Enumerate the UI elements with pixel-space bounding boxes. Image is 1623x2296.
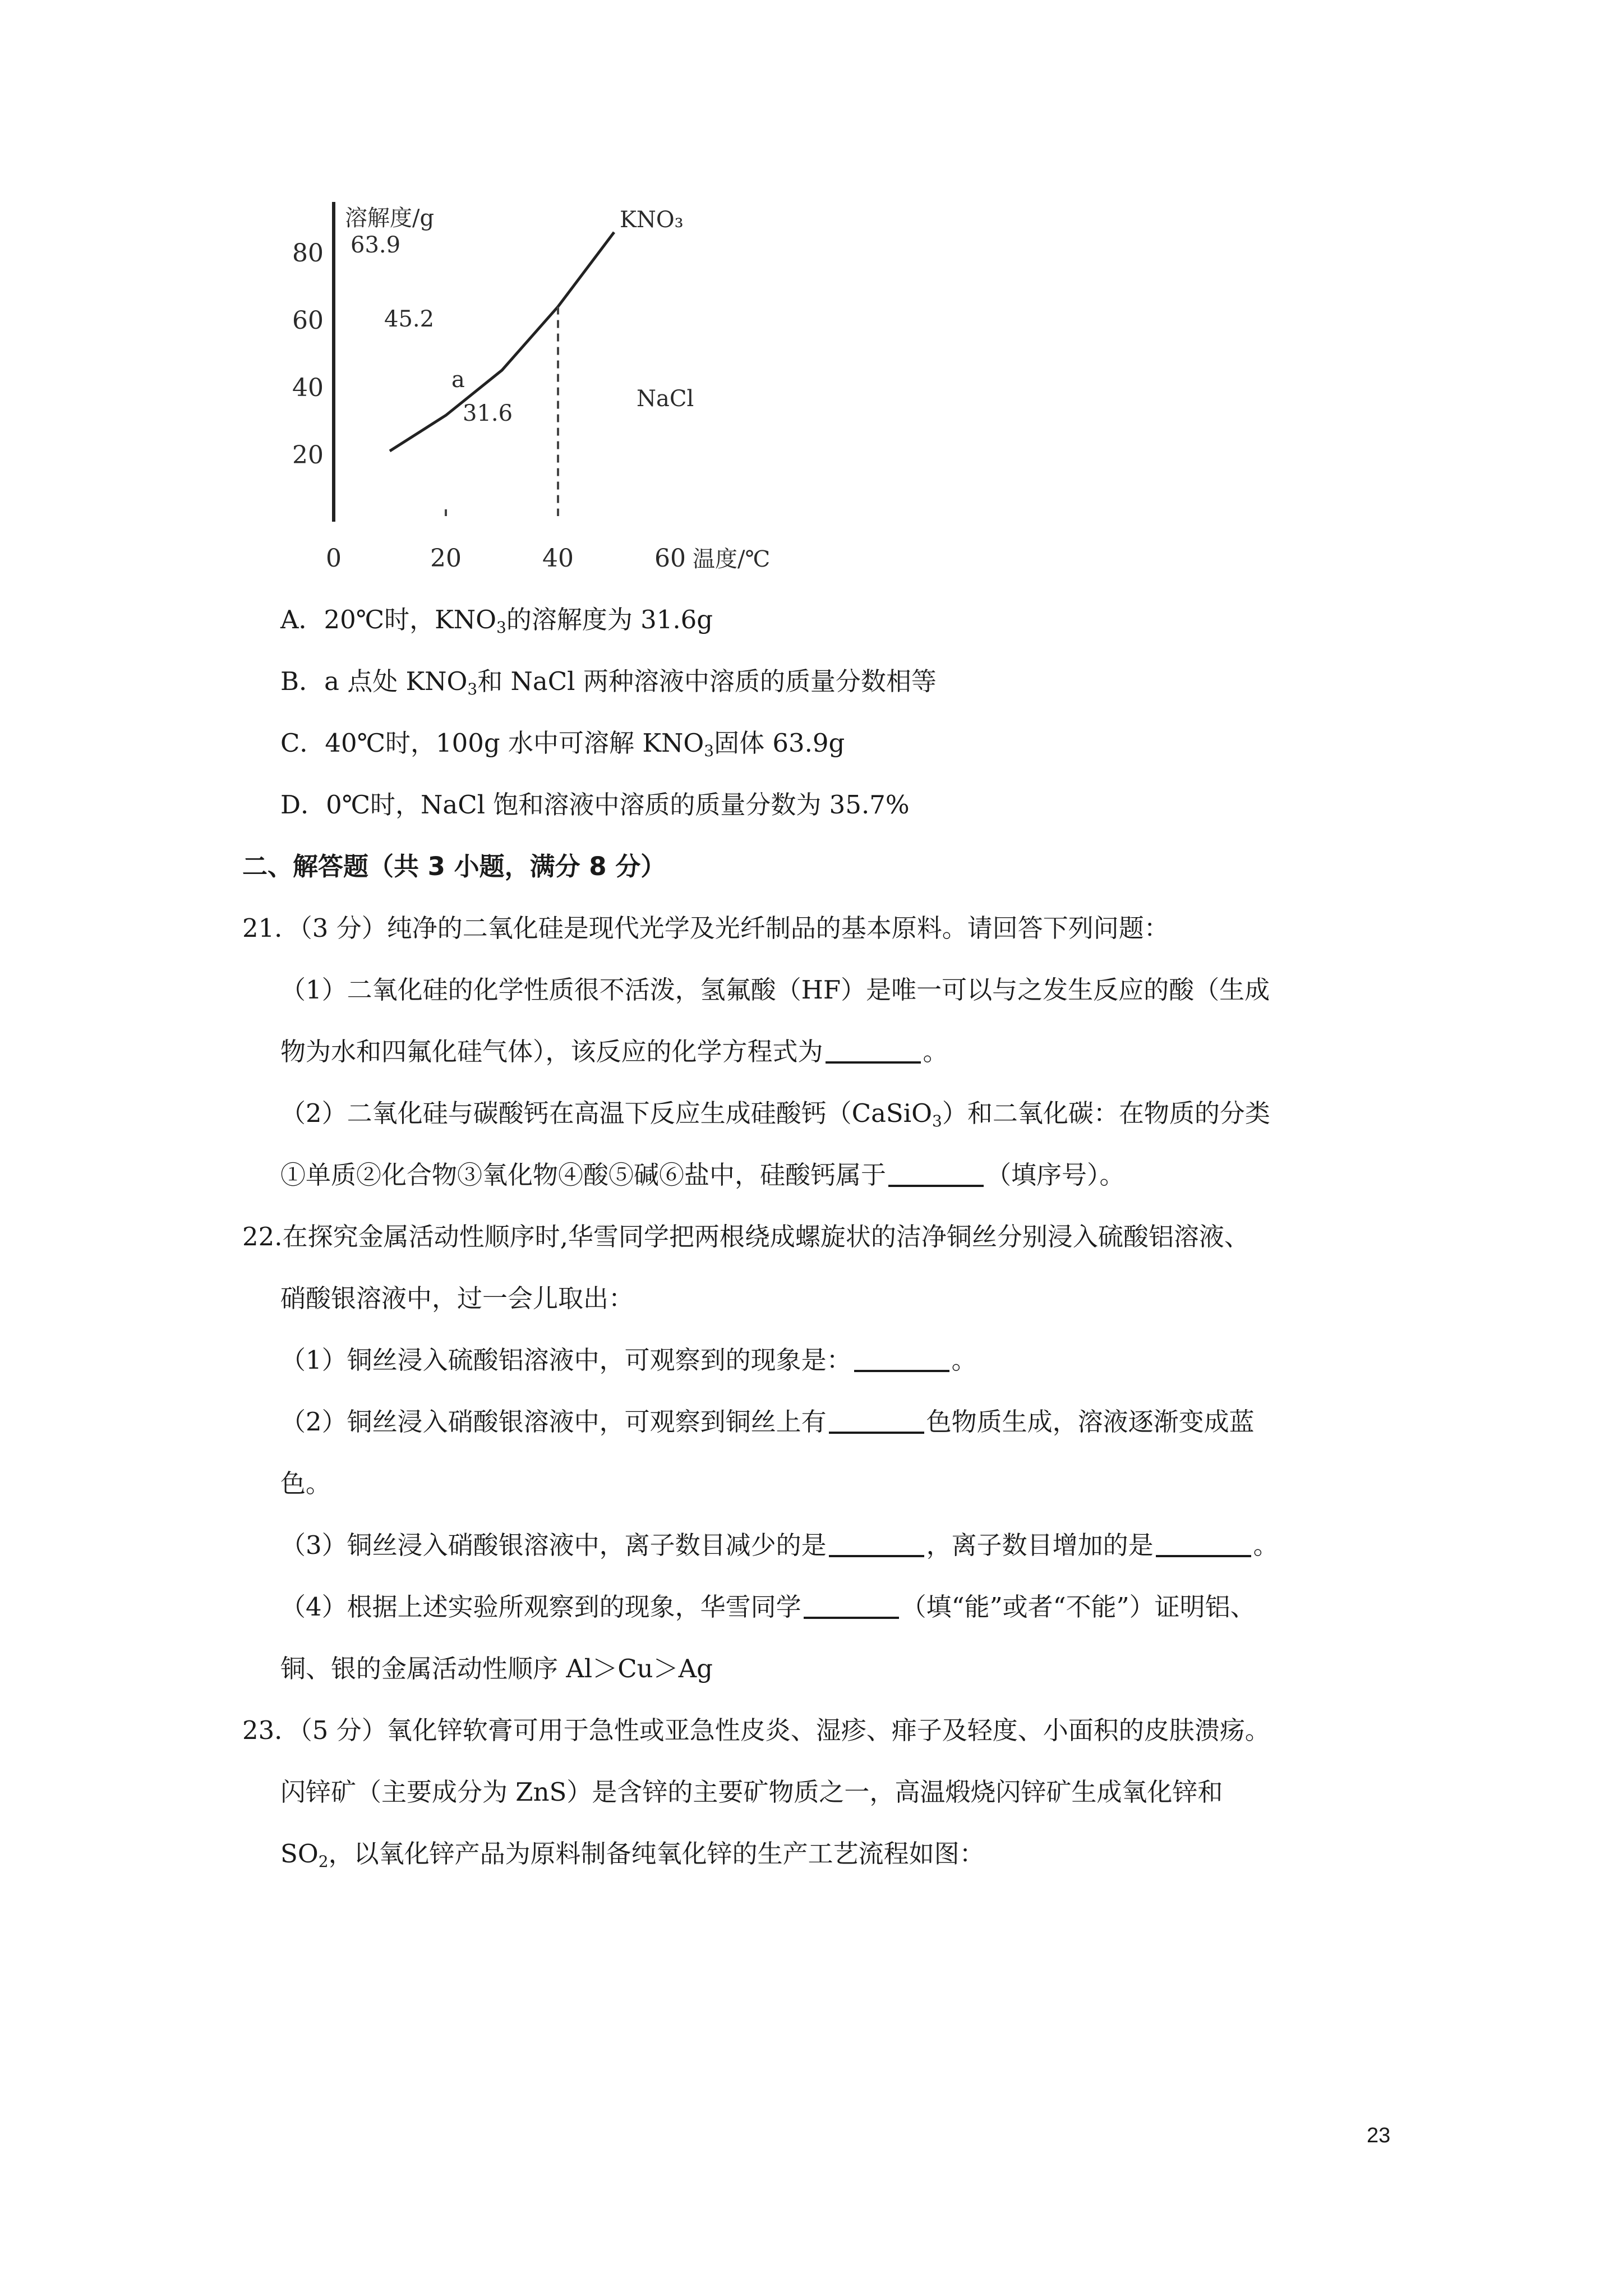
q22-part3: （3）铜丝浸入硝酸银溶液中，离子数目减少的是 ，离子数目增加的是 。: [280, 1530, 1279, 1560]
solubility-chart: [280, 191, 771, 573]
option-d: D．0℃时，NaCl 饱和溶液中溶质的质量分数为 35.7%: [280, 790, 910, 820]
q22-part4: （4）根据上述实验所观察到的现象，华雪同学 （填“能”或者“不能”）证明铝、: [280, 1592, 1256, 1622]
q21-part1-line2: 物为水和四氟化硅气体），该反应的化学方程式为 。: [280, 1037, 948, 1066]
answer-blank[interactable]: [804, 1617, 899, 1619]
chart-annotation: 45.2: [384, 306, 435, 332]
q22-part2-cont: 色。: [280, 1469, 331, 1498]
q23-line3: $SO_2$，以氧化锌产品为原料制备纯氧化锌的生产工艺流程如图：: [280, 1839, 985, 1871]
x-tick-label: 20: [430, 544, 462, 573]
page-number: 23: [1367, 2124, 1391, 2147]
y-tick-label: 60: [292, 306, 324, 335]
q21-part2-line1: （2）二氧化硅与碳酸钙在高温下反应生成硅酸钙（CaSiO$_3$）和二氧化碳：在物质的分类: [280, 1098, 1270, 1130]
chart-curves: [390, 232, 614, 516]
q21-stem: 21．（3 分）纯净的二氧化硅是现代光学及光纤制品的基本原料。请回答下列问题：: [242, 913, 1169, 943]
kno3-series-label: KNO₃: [620, 207, 684, 233]
q21-part2-line2: ①单质②化合物③氧化物④酸⑤碱⑥盐中，硅酸钙属于 （填序号）。: [280, 1160, 1125, 1190]
answer-blank[interactable]: [854, 1370, 949, 1372]
x-tick-label: 0: [326, 544, 342, 573]
q22-part1: （1）铜丝浸入硫酸铝溶液中，可观察到的现象是： 。: [280, 1345, 977, 1375]
q22-part4-cont: 铜、银的金属活动性顺序 Al＞Cu＞Ag: [280, 1654, 713, 1683]
q22-stem-line1: 22.在探究金属活动性顺序时,华雪同学把两根绕成螺旋状的洁净铜丝分别浸入硫酸铝溶液、: [242, 1222, 1249, 1251]
chart-annotation: 63.9: [351, 232, 401, 258]
answer-blank[interactable]: [888, 1185, 984, 1187]
option-a: A．20℃时，$KNO_3$的溶解度为 31.6g: [280, 605, 713, 637]
x-axis-label: 温度/℃: [693, 546, 771, 572]
y-axis-label: 溶解度/g: [345, 205, 435, 231]
q21-part1-line1: （1）二氧化硅的化学性质很不活泼，氢氟酸（HF）是唯一可以与之发生反应的酸（生成: [280, 975, 1270, 1005]
answer-blank[interactable]: [829, 1432, 924, 1434]
x-tick-label: 60: [654, 544, 686, 573]
option-b: B．a 点处 $KNO_3$和 NaCl 两种溶液中溶质的质量分数相等: [280, 666, 937, 698]
answer-blank[interactable]: [826, 1061, 921, 1064]
q22-part2: （2）铜丝浸入硝酸银溶液中，可观察到铜丝上有 色物质生成，溶液逐渐变成蓝: [280, 1407, 1255, 1437]
y-tick-label: 80: [292, 239, 324, 268]
chart-annotation: 31.6: [463, 401, 513, 426]
chart-annotation: a: [451, 367, 465, 393]
answer-blank[interactable]: [829, 1555, 924, 1557]
answer-blank[interactable]: [1156, 1555, 1251, 1557]
y-tick-label: 20: [292, 441, 324, 470]
nacl-series-label: NaCl: [637, 386, 694, 412]
q23-line2: 闪锌矿（主要成分为 ZnS）是含锌的主要矿物质之一，高温煅烧闪锌矿生成氧化锌和: [280, 1777, 1223, 1807]
q23-line1: 23．（5 分）氧化锌软膏可用于急性或亚急性皮炎、湿疹、痱子及轻度、小面积的皮肤溃疡。: [242, 1715, 1270, 1745]
x-tick-label: 40: [542, 544, 574, 573]
q22-stem-line2: 硝酸银溶液中，过一会儿取出：: [280, 1283, 634, 1313]
y-tick-label: 40: [292, 374, 324, 402]
option-c: C．40℃时，100g 水中可溶解 $KNO_3$固体 63.9g: [280, 728, 845, 760]
section-title: 二、解答题（共 3 小题，满分 8 分）: [242, 852, 666, 881]
